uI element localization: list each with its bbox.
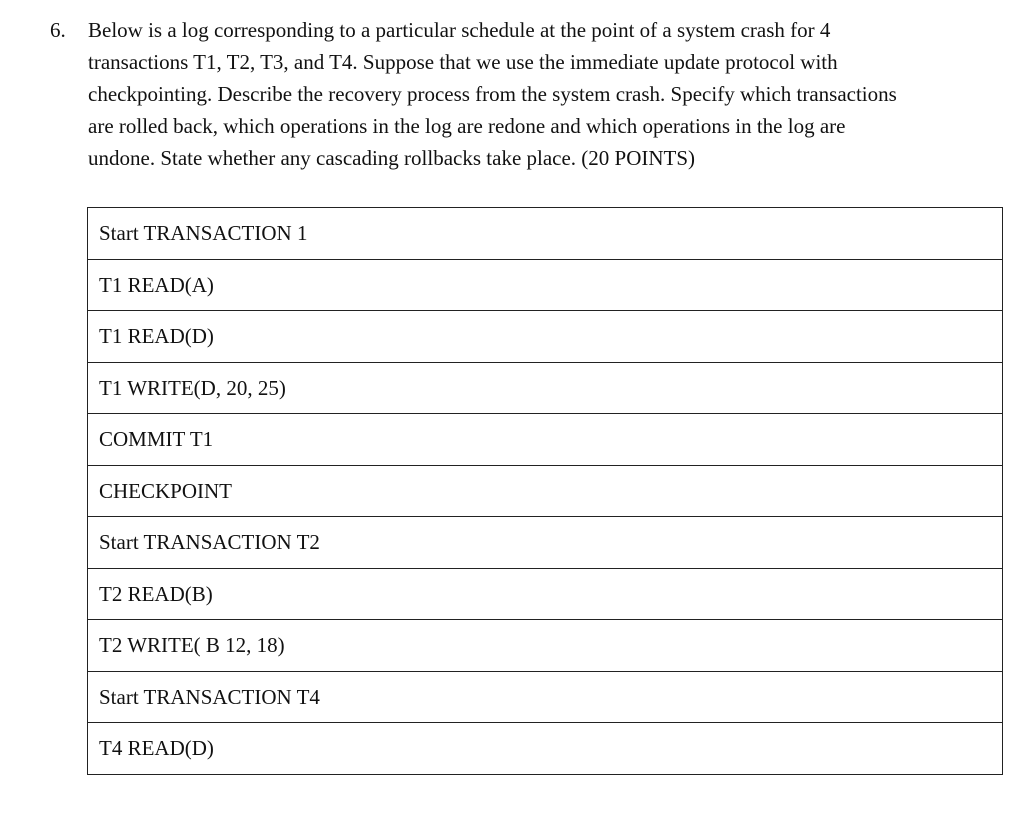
- table-row: [88, 362, 1003, 414]
- table-row: [88, 620, 1003, 672]
- table-row: [88, 259, 1003, 311]
- log-entry: Start TRANSACTION T2: [88, 517, 1003, 569]
- log-entry: COMMIT T1: [88, 414, 1003, 466]
- table-row: [88, 568, 1003, 620]
- question-line: are rolled back, which operations in the log are redone and which operations in the log are: [88, 114, 846, 138]
- question-line: Below is a log corresponding to a particular schedule at the point of a system crash for 4: [88, 18, 831, 42]
- log-entry: T1 READ(D): [88, 311, 1003, 363]
- log-entry: T1 WRITE(D, 20, 25): [88, 362, 1003, 414]
- log-entry: Start TRANSACTION 1: [88, 208, 1003, 260]
- log-entry: T1 READ(A): [88, 259, 1003, 311]
- log-entry: CHECKPOINT: [88, 465, 1003, 517]
- log-entry: T2 READ(B): [88, 568, 1003, 620]
- table-row: [88, 208, 1003, 260]
- table-row: [88, 671, 1003, 723]
- table-row: [88, 517, 1003, 569]
- question-block: [50, 14, 1000, 174]
- log-entry: T2 WRITE( B 12, 18): [88, 620, 1003, 672]
- table-row: [88, 414, 1003, 466]
- question-line: transactions T1, T2, T3, and T4. Suppose that we use the immediate update protocol with: [88, 50, 838, 74]
- question-number: 6.: [50, 18, 66, 42]
- question-text: [88, 14, 1000, 174]
- table-row: [88, 311, 1003, 363]
- table-row: [88, 723, 1003, 775]
- question-line: undone. State whether any cascading rollbacks take place. (20 POINTS): [88, 146, 696, 170]
- log-entry: Start TRANSACTION T4: [88, 671, 1003, 723]
- table-row: [88, 465, 1003, 517]
- transaction-log-table: [87, 207, 1003, 775]
- log-entry: T4 READ(D): [88, 723, 1003, 775]
- question-line: checkpointing. Describe the recovery process from the system crash. Specify which transactions: [88, 82, 897, 106]
